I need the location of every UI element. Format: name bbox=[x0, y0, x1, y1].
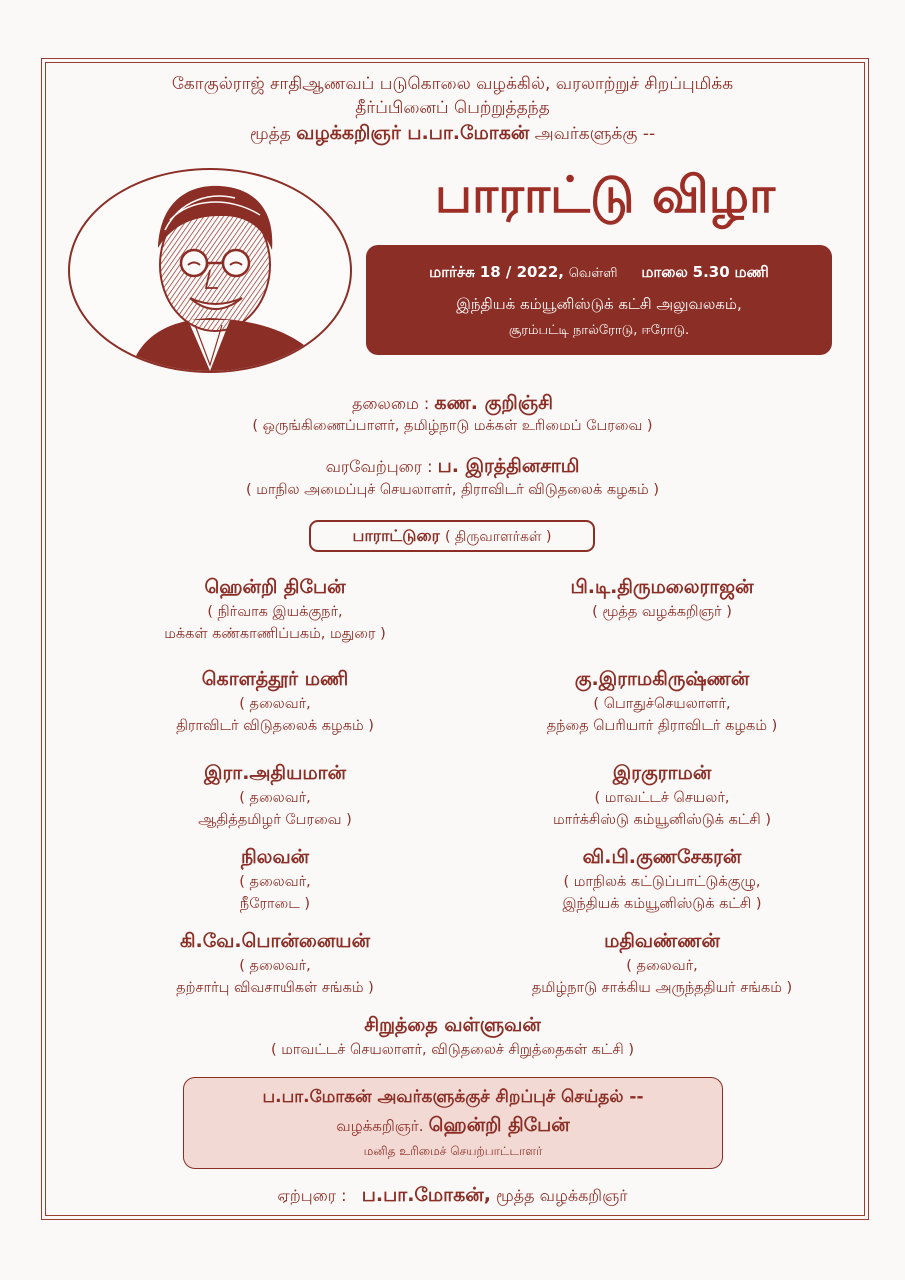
presiding-role: ( ஒருங்கிணைப்பாளர், தமிழ்நாடு மக்கள் உரிமைப் பேரவை ) bbox=[252, 418, 653, 434]
honor-role: மனித உரிமைச் செயற்பாட்டாளர் bbox=[363, 1144, 543, 1158]
speaker-left-1 bbox=[65, 576, 485, 648]
speaker-role-1: ( தலைவர், bbox=[239, 958, 311, 974]
speaker-role-2: மக்கள் கண்காணிப்பகம், மதுரை ) bbox=[164, 626, 386, 642]
speaker-role-2 bbox=[452, 626, 872, 648]
speaker-right-4 bbox=[452, 846, 872, 918]
intro-line-1: கோகுல்ராஜ் சாதிஆணவப் படுகொலை வழக்கில், வரலாற்றுச் சிறப்புமிக்க bbox=[171, 74, 734, 94]
speaker-right-5 bbox=[452, 930, 872, 1002]
speaker-name: இரா.அதியமான் bbox=[203, 762, 347, 784]
speaker-role-1: ( மாநிலக் கட்டுப்பாட்டுக்குழு, bbox=[563, 874, 761, 890]
intro-line-3-pre: மூத்த bbox=[249, 124, 291, 144]
portrait-image bbox=[68, 168, 352, 373]
honor-box bbox=[183, 1077, 723, 1169]
response-name: ப.பா.மோகன், bbox=[361, 1184, 491, 1206]
speaker-role-2: நீரோடை ) bbox=[239, 896, 311, 912]
honor-line-2 bbox=[184, 1114, 722, 1139]
time-label: மாலை bbox=[641, 263, 688, 281]
welcome-role: ( மாநில அமைப்புச் செயலாளர், திராவிடர் விடுதலைக் கழகம் ) bbox=[246, 482, 659, 498]
speaker-role-1: ( மாவட்டச் செயலர், bbox=[594, 790, 730, 806]
response-line bbox=[0, 1184, 905, 1209]
speaker-center-name: சிறுத்தை வள்ளுவன் bbox=[364, 1014, 541, 1036]
speaker-role-1: ( தலைவர், bbox=[626, 958, 698, 974]
speaker-name: கு.இராமகிருஷ்ணன் bbox=[574, 668, 750, 690]
speaker-left-5 bbox=[65, 930, 485, 1002]
honor-line-1: ப.பா.மோகன் அவர்களுக்குச் சிறப்புச் செய்தல் -- bbox=[262, 1087, 644, 1107]
event-details-box bbox=[366, 245, 832, 355]
intro-line-2: தீர்ப்பினைப் பெற்றுத்தந்த bbox=[355, 98, 550, 118]
speaker-name: கி.வே.பொன்னையன் bbox=[179, 930, 371, 952]
speaker-role-1: ( தலைவர், bbox=[239, 790, 311, 806]
event-date: 18 / 2022, bbox=[479, 263, 565, 281]
honoree-name: வழக்கறிஞர் ப.பா.மோகன் bbox=[296, 122, 530, 144]
speaker-name: பி.டி.திருமலைராஜன் bbox=[570, 576, 754, 598]
speaker-right-1 bbox=[452, 576, 872, 648]
intro-line-3 bbox=[0, 122, 905, 147]
speaker-role-2: தற்சார்பு விவசாயிகள் சங்கம் ) bbox=[176, 980, 374, 996]
response-label: ஏற்புரை : bbox=[277, 1186, 347, 1205]
speaker-role-2: மார்க்சிஸ்டு கம்யூனிஸ்டுக் கட்சி ) bbox=[552, 812, 772, 828]
event-day: வெள்ளி bbox=[568, 266, 618, 281]
welcome-name: ப. இரத்தினசாமி bbox=[437, 455, 580, 477]
felicitation-label-box bbox=[309, 520, 595, 552]
honor-name: ஹென்றி திபேன் bbox=[428, 1114, 570, 1136]
time-unit: மணி bbox=[734, 263, 769, 281]
speaker-role-2: திராவிடர் விடுதலைக் கழகம் ) bbox=[176, 718, 374, 734]
speaker-right-2 bbox=[452, 668, 872, 740]
presiding-line bbox=[0, 392, 905, 417]
speaker-center-role: ( மாவட்டச் செயலாளர், விடுதலைச் சிறுத்தைகள் கட்சி ) bbox=[270, 1042, 635, 1058]
portrait-illustration bbox=[70, 170, 350, 371]
speaker-role-1: ( நிர்வாக இயக்குநர், bbox=[207, 604, 343, 620]
presiding-label: தலைமை : bbox=[351, 394, 430, 413]
presiding-name: கண. குறிஞ்சி bbox=[434, 392, 553, 414]
event-address: சூரம்பட்டி நால்ரோடு, ஈரோடு. bbox=[508, 323, 690, 338]
event-date-time bbox=[366, 263, 832, 283]
speaker-role-1: ( தலைவர், bbox=[239, 874, 311, 890]
event-venue: இந்தியக் கம்யூனிஸ்டுக் கட்சி அலுவலகம், bbox=[456, 295, 742, 313]
date-label: மார்ச்சு bbox=[429, 263, 475, 281]
speaker-left-4 bbox=[65, 846, 485, 918]
felicitation-label: பாராட்டுரை bbox=[352, 526, 440, 545]
felicitation-sub: ( திருவாளர்கள் ) bbox=[444, 529, 552, 545]
speaker-name: இரகுராமன் bbox=[612, 762, 712, 784]
speaker-name: நிலவன் bbox=[240, 846, 310, 868]
speaker-role-1: ( மூத்த வழக்கறிஞர் ) bbox=[592, 604, 732, 620]
event-time: 5.30 bbox=[692, 263, 730, 281]
speaker-role-2: தமிழ்நாடு சாக்கிய அருந்ததியர் சங்கம் ) bbox=[531, 980, 793, 996]
speaker-left-2 bbox=[65, 668, 485, 740]
speaker-role-1: ( தலைவர், bbox=[239, 696, 311, 712]
event-title: பாராட்டு விழா bbox=[434, 166, 776, 224]
speaker-left-3 bbox=[65, 762, 485, 834]
speaker-role-2: தந்தை பெரியார் திராவிடர் கழகம் ) bbox=[546, 718, 778, 734]
speaker-right-3 bbox=[452, 762, 872, 834]
speaker-name: வி.பி.குணசேகரன் bbox=[582, 846, 742, 868]
speaker-name: கொளத்தூர் மணி bbox=[201, 668, 349, 690]
speaker-role-2: ஆதித்தமிழர் பேரவை ) bbox=[198, 812, 352, 828]
honor-prefix: வழக்கறிஞர். bbox=[336, 1117, 424, 1135]
speaker-name: ஹென்றி திபேன் bbox=[204, 576, 346, 598]
welcome-label: வரவேற்புரை : bbox=[325, 457, 433, 476]
speaker-role-1: ( பொதுச்செயலாளர், bbox=[593, 696, 731, 712]
speaker-name: மதிவண்ணன் bbox=[604, 930, 720, 952]
speaker-role-2: இந்தியக் கம்யூனிஸ்டுக் கட்சி ) bbox=[562, 896, 762, 912]
welcome-line bbox=[0, 455, 905, 480]
response-role: மூத்த வழக்கறிஞர் bbox=[496, 1186, 628, 1205]
intro-line-3-post: அவர்களுக்கு -- bbox=[534, 124, 656, 144]
